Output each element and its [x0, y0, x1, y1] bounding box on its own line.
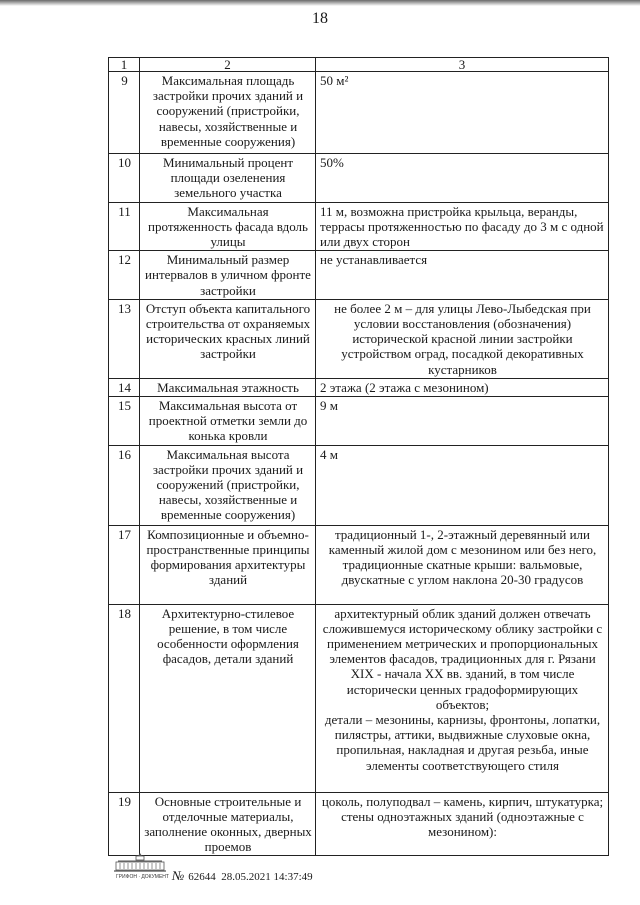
- header-col-3: 3: [316, 58, 609, 72]
- row-parameter: Максимальная этажность: [140, 378, 316, 396]
- table-row: [109, 202, 609, 251]
- row-number: 18: [109, 604, 140, 792]
- row-value: 4 м: [316, 445, 609, 525]
- table-row: [109, 397, 609, 446]
- row-parameter: Максимальная площадь застройки прочих зданий и сооружений (пристройки, навесы, хозяйственные и временные сооружения): [140, 72, 316, 154]
- row-number: 16: [109, 445, 140, 525]
- row-number: 17: [109, 525, 140, 604]
- table-row: [109, 251, 609, 300]
- row-value: архитектурный облик зданий должен отвечать сложившемуся историческому облику застройки с применением метрических и пропорциональных элементов фасадов, традиционных для г. Рязани XIX - начала XX вв. зданий, в том числе исторически ценных градоформирующих объектов; детали – мезонины, карнизы, фронтоны, лопатки, пилястры, аттики, выдвижные слуховые окна, пропильная, накладная и другая резьба, иные элементы соответствующего стиля: [316, 604, 609, 792]
- row-parameter: Минимальный размер интервалов в уличном фронте застройки: [140, 251, 316, 300]
- scan-edge: [0, 0, 640, 6]
- footer-registration: [172, 868, 313, 884]
- row-number: 13: [109, 299, 140, 378]
- doc-number-sign: №: [172, 868, 185, 883]
- row-value: цоколь, полуподвал – камень, кирпич, штукатурка; стены одноэтажных зданий (одноэтажные с мезонином):: [316, 792, 609, 856]
- header-col-1: 1: [109, 58, 140, 72]
- row-value: 9 м: [316, 397, 609, 446]
- table-row: [109, 299, 609, 378]
- table-row: [109, 525, 609, 604]
- row-value: традиционный 1-, 2-этажный деревянный или каменный жилой дом с мезонином или без него, традиционные скатные крыши: вальмовые, двускатные с углом наклона 20-30 градусов: [316, 525, 609, 604]
- row-parameter: Минимальный процент площади озеленения земельного участка: [140, 154, 316, 203]
- row-parameter: Основные строительные и отделочные материалы, заполнение оконных, дверных проемов: [140, 792, 316, 856]
- row-parameter: Максимальная высота от проектной отметки земли до конька кровли: [140, 397, 316, 446]
- row-value: 50 м²: [316, 72, 609, 154]
- table-row: [109, 792, 609, 856]
- row-number: 11: [109, 202, 140, 251]
- table-row: [109, 378, 609, 396]
- stamp-caption: ГРИФОН · ДОКУМЕНТ: [116, 874, 169, 880]
- doc-datetime: 28.05.2021 14:37:49: [221, 871, 313, 883]
- row-number: 14: [109, 378, 140, 396]
- row-number: 12: [109, 251, 140, 300]
- table-body: [109, 58, 609, 856]
- regulations-table: [108, 57, 609, 856]
- row-parameter: Максимальная высота застройки прочих зданий и сооружений (пристройки, навесы, хозяйственные и временные сооружения): [140, 445, 316, 525]
- row-value: 2 этажа (2 этажа с мезонином): [316, 378, 609, 396]
- row-parameter: Архитектурно-стилевое решение, в том числе особенности оформления фасадов, детали зданий: [140, 604, 316, 792]
- row-parameter: Композиционные и объемно-пространственные принципы формирования архитектуры зданий: [140, 525, 316, 604]
- table-row: [109, 604, 609, 792]
- table-row: [109, 445, 609, 525]
- row-value: не устанавливается: [316, 251, 609, 300]
- row-number: 19: [109, 792, 140, 856]
- row-value: не более 2 м – для улицы Лево-Лыбедская при условии восстановления (обозначения) исторической красной линии застройки устройством оград, посадкой декоративных кустарников: [316, 299, 609, 378]
- table-row: [109, 154, 609, 203]
- document-stamp-logo: [112, 851, 168, 873]
- row-value: 11 м, возможна пристройка крыльца, веранды, террасы протяженностью по фасаду до 3 м с одной или двух сторон: [316, 202, 609, 251]
- table-header-row: [109, 58, 609, 72]
- row-number: 9: [109, 72, 140, 154]
- row-number: 10: [109, 154, 140, 203]
- row-parameter: Максимальная протяженность фасада вдоль улицы: [140, 202, 316, 251]
- row-number: 15: [109, 397, 140, 446]
- doc-number: 62644: [188, 871, 216, 883]
- header-col-2: 2: [140, 58, 316, 72]
- table-row: [109, 72, 609, 154]
- page-number: 18: [312, 10, 328, 27]
- row-parameter: Отступ объекта капитального строительства от охраняемых исторических красных линий застройки: [140, 299, 316, 378]
- row-value: 50%: [316, 154, 609, 203]
